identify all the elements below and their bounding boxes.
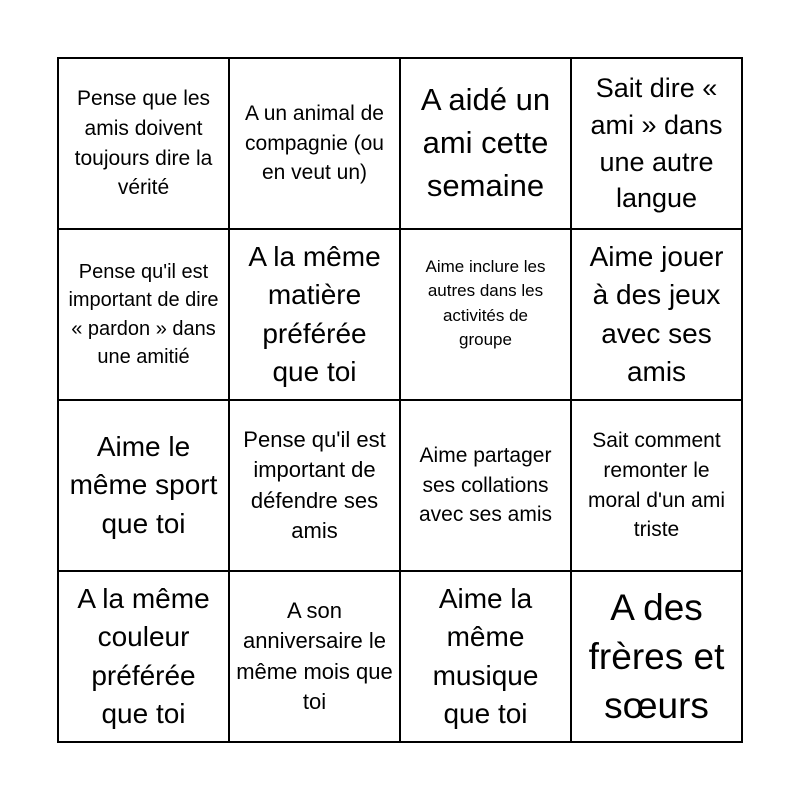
bingo-cell[interactable]: [58, 229, 229, 400]
bingo-cell[interactable]: [229, 229, 400, 400]
cell-text: A des frères et sœurs: [588, 586, 725, 727]
bingo-cell[interactable]: [229, 400, 400, 571]
bingo-cell[interactable]: [400, 58, 571, 229]
bingo-cell[interactable]: [571, 400, 742, 571]
cell-text: Sait dire « ami » dans une autre langue: [590, 73, 723, 214]
cell-text: A un animal de compagnie (ou en veut un): [245, 101, 384, 185]
bingo-cell[interactable]: [229, 571, 400, 742]
bingo-cell[interactable]: [229, 58, 400, 229]
cell-text: Aime le même sport que toi: [69, 431, 218, 539]
bingo-cell[interactable]: [58, 58, 229, 229]
cell-text: Aime partager ses collations avec ses amis: [418, 443, 553, 527]
cell-text: A aidé un ami cette semaine: [420, 82, 551, 203]
bingo-cell[interactable]: [58, 571, 229, 742]
cell-text: A son anniversaire le même mois que toi: [236, 597, 393, 714]
bingo-cell[interactable]: [571, 571, 742, 742]
cell-text: A la même matière préférée que toi: [248, 241, 381, 387]
bingo-cell[interactable]: [571, 229, 742, 400]
cell-text: Pense que les amis doivent toujours dire la vérité: [74, 86, 213, 200]
bingo-cell[interactable]: [58, 400, 229, 571]
bingo-cell[interactable]: [400, 229, 571, 400]
bingo-cell[interactable]: [400, 571, 571, 742]
cell-text: Pense qu'il est important de dire « pardon » dans une amitié: [68, 260, 219, 368]
bingo-board: [57, 57, 743, 743]
bingo-cell[interactable]: [571, 58, 742, 229]
cell-text: Aime inclure les autres dans les activités de groupe: [425, 257, 546, 349]
cell-text: Pense qu'il est important de défendre ses amis: [243, 426, 386, 543]
cell-text: Aime jouer à des jeux avec ses amis: [589, 241, 724, 387]
cell-text: Aime la même musique que toi: [432, 583, 539, 729]
cell-text: Sait comment remonter le moral d'un ami triste: [587, 428, 726, 542]
bingo-cell[interactable]: [400, 400, 571, 571]
cell-text: A la même couleur préférée que toi: [77, 583, 210, 729]
